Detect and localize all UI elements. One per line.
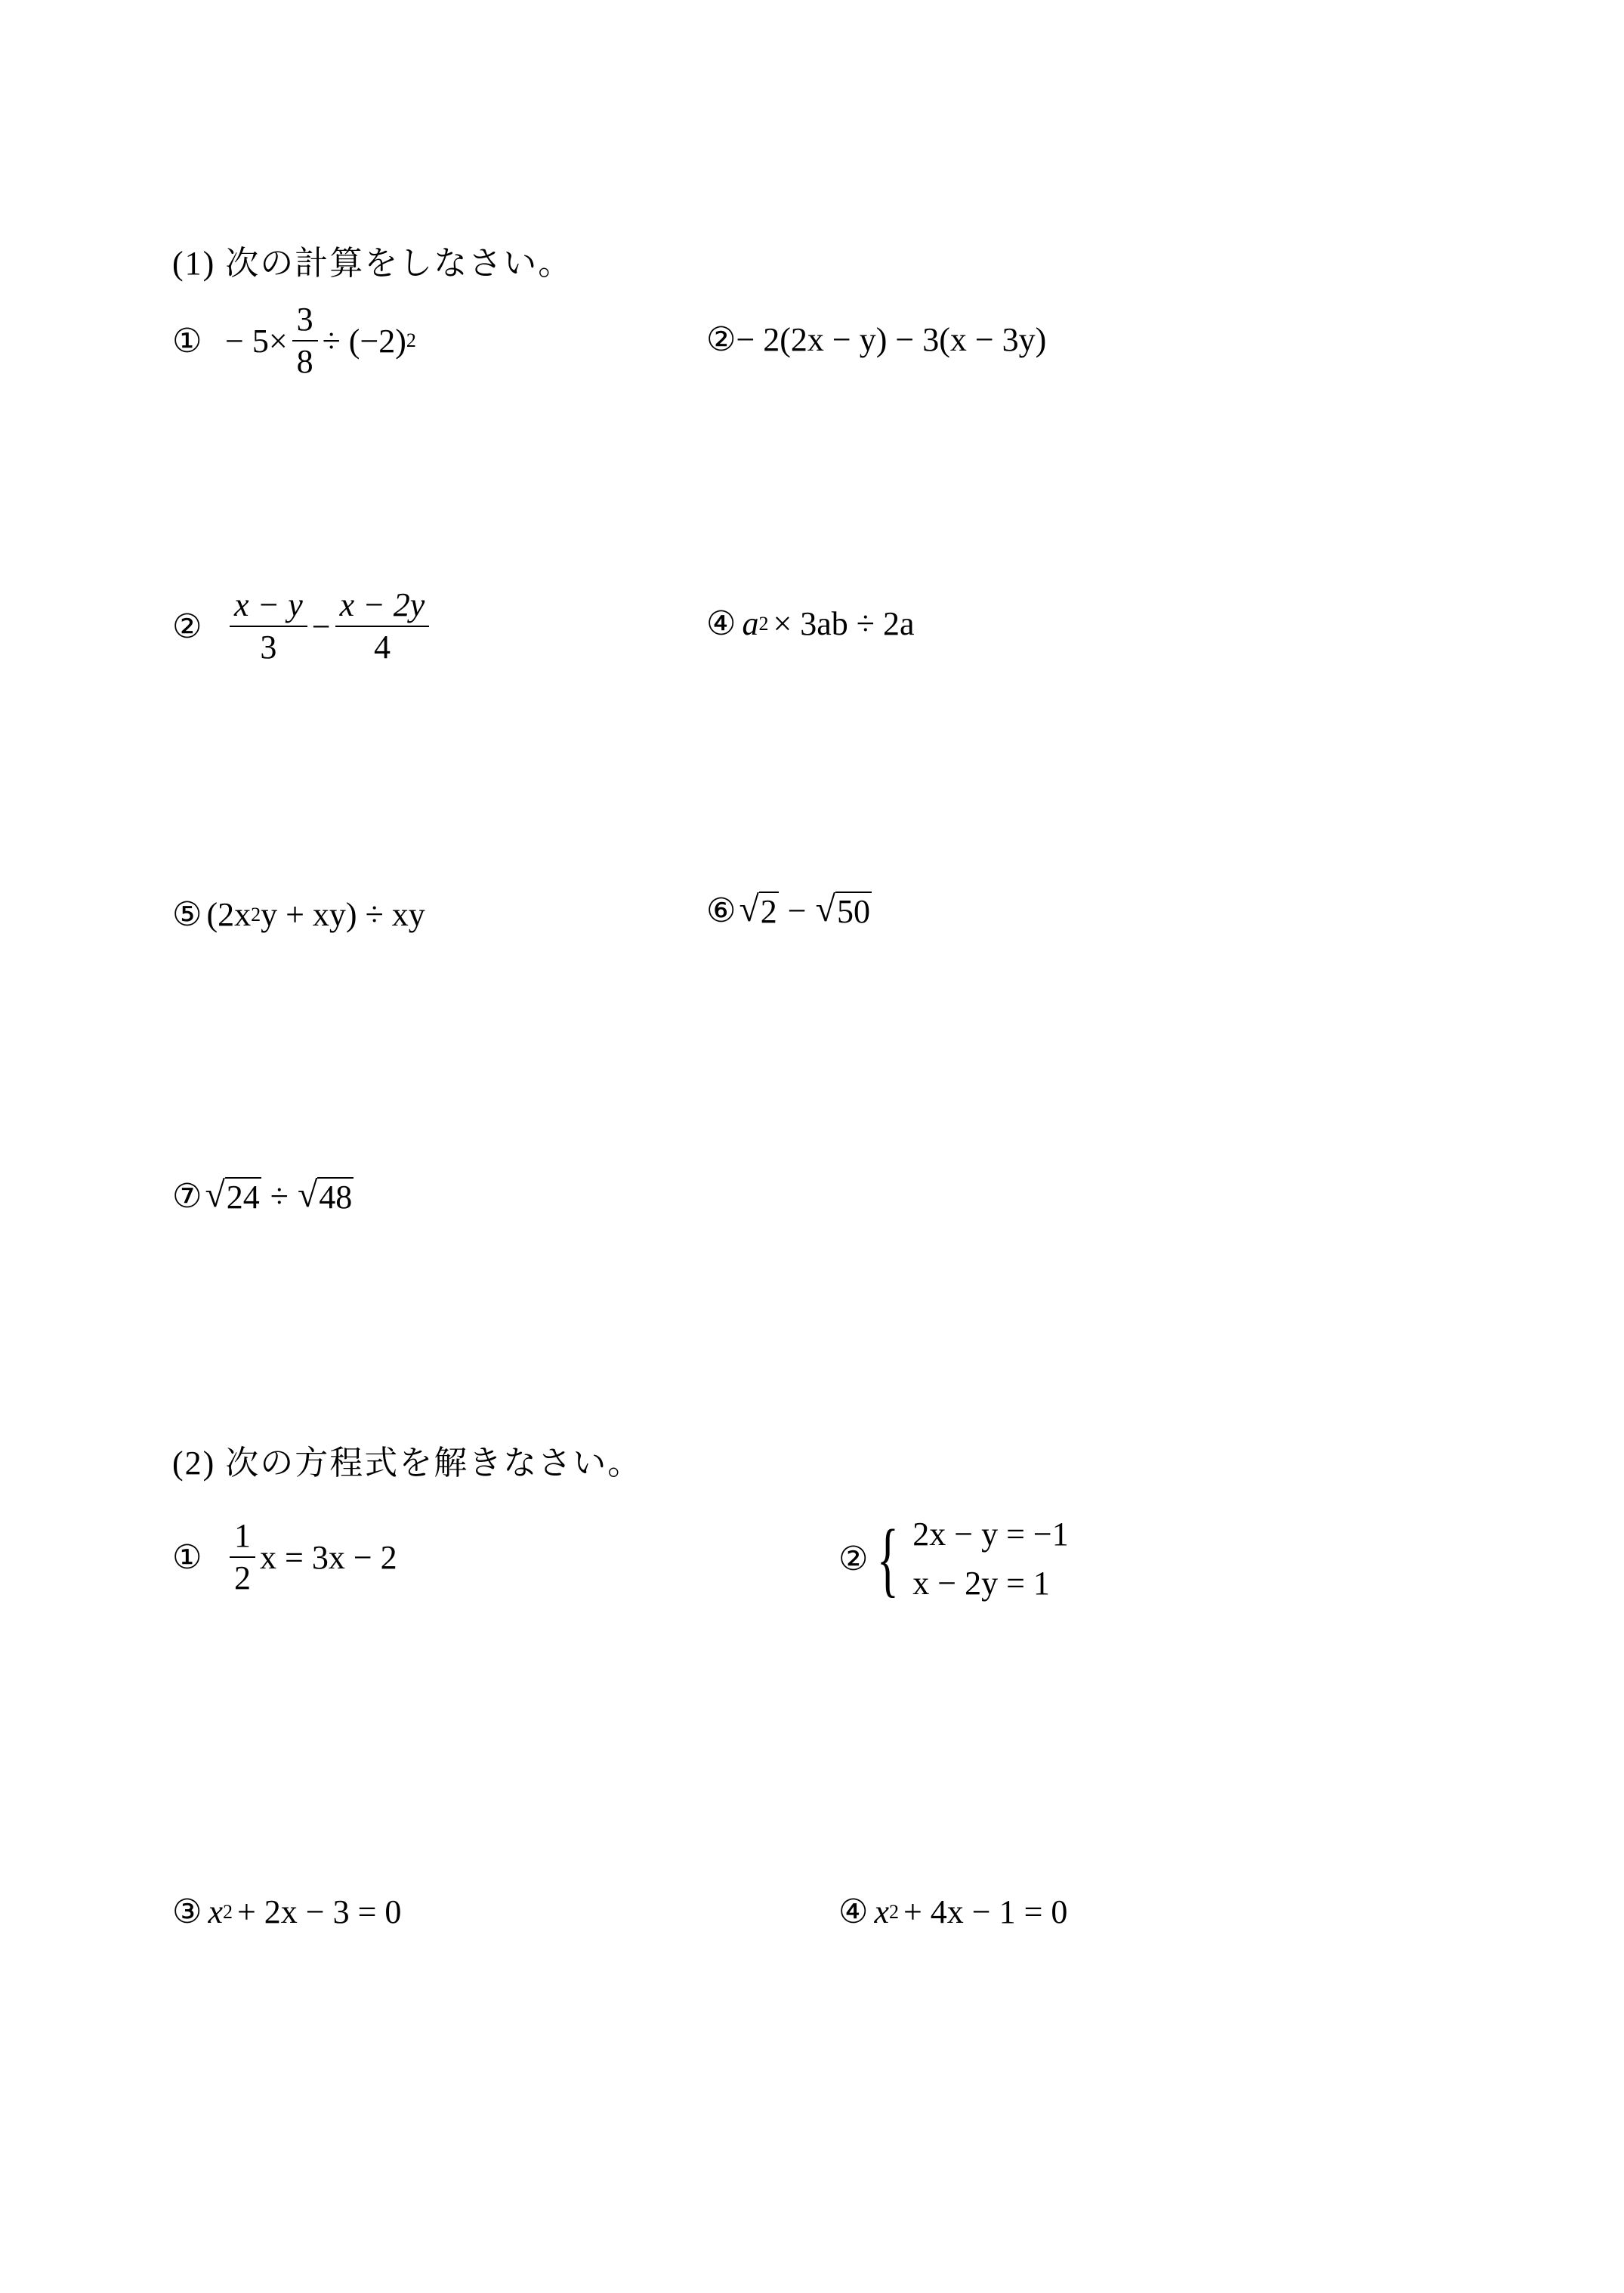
radicand: 50 <box>836 893 870 931</box>
expr-part: y + xy) ÷ xy <box>261 896 425 933</box>
exponent: 2 <box>251 903 261 926</box>
section2-heading: (2) 次の方程式を解きなさい。 <box>172 1445 643 1482</box>
problem-1-5 <box>172 895 425 934</box>
equation-row: 2x − y = −1 <box>912 1516 1069 1553</box>
problem-number: ⑥ <box>706 892 736 929</box>
equation-system <box>868 1513 1069 1605</box>
problem-number: ① <box>172 322 202 360</box>
problem-number: ① <box>172 1538 202 1576</box>
exponent: 2 <box>406 329 416 352</box>
problem-number: ② <box>706 321 736 358</box>
square-root: √ 2 <box>739 889 777 931</box>
minus-sign: − <box>311 607 331 645</box>
divide-sign: ÷ <box>270 1178 289 1215</box>
expr-part: ÷ (−2) <box>322 322 406 360</box>
equation-row: x − 2y = 1 <box>912 1565 1050 1602</box>
problem-number: ④ <box>706 605 736 642</box>
expr-part: + 4x − 1 = 0 <box>903 1893 1068 1930</box>
problem-1-7 <box>172 1177 357 1216</box>
square-root: √ 50 <box>815 889 870 931</box>
fraction <box>335 588 430 665</box>
expr-part: × 3ab ÷ 2a <box>773 605 915 642</box>
problem-1-3 <box>172 588 434 665</box>
radicand: 24 <box>226 1179 260 1216</box>
problem-number: ⑤ <box>172 896 202 933</box>
denominator: 3 <box>260 629 277 666</box>
radicand: 48 <box>319 1179 353 1216</box>
exponent: 2 <box>758 612 769 635</box>
problem-2-3 <box>172 1893 401 1931</box>
problem-number: ④ <box>838 1893 869 1930</box>
problem-1-2 <box>706 320 1046 359</box>
problem-2-2 <box>838 1513 1069 1605</box>
numerator: 3 <box>292 302 318 341</box>
problem-number: ⑦ <box>172 1178 202 1215</box>
problem-number: ② <box>838 1540 869 1578</box>
square-root: √ 48 <box>297 1175 353 1216</box>
expr-part: x <box>208 1893 223 1930</box>
expr-part: + 2x − 3 = 0 <box>236 1893 402 1930</box>
problem-1-6 <box>706 889 875 931</box>
expr: − 2(2x − y) − 3(x − 3y) <box>736 321 1047 358</box>
expr-part: − 5× <box>225 322 288 360</box>
problem-number: ② <box>172 607 202 645</box>
denominator: 2 <box>234 1559 251 1597</box>
exponent: 2 <box>222 1900 233 1923</box>
denominator: 4 <box>373 629 391 666</box>
numerator: x − y <box>230 588 307 627</box>
problem-1-1 <box>172 302 416 379</box>
fraction <box>230 1519 255 1596</box>
exponent: 2 <box>888 1900 899 1923</box>
expr-part: x <box>874 1893 889 1930</box>
denominator: 8 <box>296 343 313 381</box>
minus-sign: − <box>787 892 807 929</box>
radicand: 2 <box>760 893 777 931</box>
expr-part: (2x <box>206 896 252 933</box>
brace-icon: { <box>877 1513 900 1605</box>
square-root: √ 24 <box>205 1175 260 1216</box>
problem-1-4 <box>706 604 914 643</box>
numerator: x − 2y <box>335 588 430 627</box>
problem-number: ③ <box>172 1893 202 1930</box>
fraction <box>230 588 307 665</box>
problem-2-1 <box>172 1519 397 1596</box>
expr-part: a <box>742 605 759 642</box>
numerator: 1 <box>230 1519 255 1558</box>
section1-heading: (1) 次の計算をしなさい。 <box>172 245 573 282</box>
problem-2-4 <box>838 1893 1067 1931</box>
fraction <box>292 302 318 379</box>
expr-part: x = 3x − 2 <box>260 1538 397 1576</box>
